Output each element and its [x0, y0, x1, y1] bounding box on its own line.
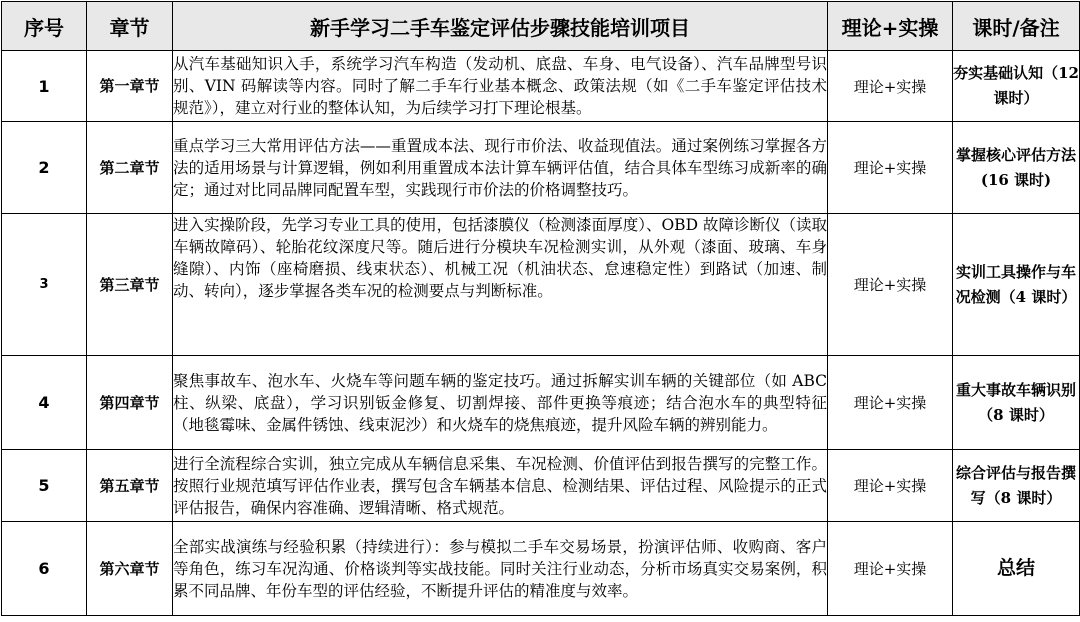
row-note: 总结 — [953, 522, 1080, 616]
row-note: 综合评估与报告撰写（8 课时） — [953, 450, 1080, 522]
row-content: 进行全流程综合实训，独立完成从车辆信息采集、车况检测、价值评估到报告撰写的完整工作。按照行业规范填写评估作业表，撰写包含车辆基本信息、检测结果、评估过程、风险提示的正式评估报告，确保内容准确、逻辑清晰、格式规范。 — [173, 450, 828, 522]
row-mode: 理论+实操 — [828, 51, 953, 122]
row-chapter: 第四章节 — [87, 356, 173, 450]
row-mode: 理论+实操 — [828, 522, 953, 616]
header-chapter: 章节 — [87, 2, 173, 51]
table-row — [2, 122, 1080, 214]
training-course-table — [1, 1, 1080, 616]
header-no: 序号 — [2, 2, 87, 51]
table-row — [2, 522, 1080, 616]
row-content: 聚焦事故车、泡水车、火烧车等问题车辆的鉴定技巧。通过拆解实训车辆的关键部位（如 ABC 柱、纵梁、底盘），学习识别钣金修复、切割焊接、部件更换等痕迹；结合泡水车的典型特征（地毯霉味、金属件锈蚀、线束泥沙）和火烧车的烧焦痕迹，提升风险车辆的辨别能力。 — [173, 356, 828, 450]
row-chapter: 第五章节 — [87, 450, 173, 522]
row-number: 1 — [2, 51, 87, 122]
row-number: 6 — [2, 522, 87, 616]
row-chapter: 第六章节 — [87, 522, 173, 616]
row-number: 5 — [2, 450, 87, 522]
row-content: 从汽车基础知识入手，系统学习汽车构造（发动机、底盘、车身、电气设备）、汽车品牌型号识别、VIN 码解读等内容。同时了解二手车行业基本概念、政策法规（如《二手车鉴定评估技术规范》），建立对行业的整体认知，为后续学习打下理论根基。 — [173, 51, 828, 122]
row-mode: 理论+实操 — [828, 122, 953, 214]
row-mode: 理论+实操 — [828, 214, 953, 356]
row-number: 3 — [2, 214, 87, 356]
row-content: 重点学习三大常用评估方法——重置成本法、现行市价法、收益现值法。通过案例练习掌握各方法的适用场景与计算逻辑，例如利用重置成本法计算车辆评估值，结合具体车型练习成新率的确定；通过对比同品牌同配置车型，实践现行市价法的价格调整技巧。 — [173, 122, 828, 214]
row-chapter: 第一章节 — [87, 51, 173, 122]
header-mode: 理论+实操 — [828, 2, 953, 51]
header-hours: 课时/备注 — [953, 2, 1080, 51]
row-number: 2 — [2, 122, 87, 214]
row-number: 4 — [2, 356, 87, 450]
row-note: 掌握核心评估方法(16 课时) — [953, 122, 1080, 214]
table-row — [2, 214, 1080, 356]
row-note: 实训工具操作与车况检测（4 课时） — [953, 214, 1080, 356]
table-row — [2, 356, 1080, 450]
table-header-row — [2, 2, 1080, 51]
table-row — [2, 450, 1080, 522]
row-chapter: 第三章节 — [87, 214, 173, 356]
table-row — [2, 51, 1080, 122]
row-note: 重大事故车辆识别（8 课时） — [953, 356, 1080, 450]
header-title: 新手学习二手车鉴定评估步骤技能培训项目 — [173, 2, 828, 51]
row-content: 进入实操阶段，先学习专业工具的使用，包括漆膜仪（检测漆面厚度）、OBD 故障诊断仪（读取车辆故障码）、轮胎花纹深度尺等。随后进行分模块车况检测实训，从外观（漆面、玻璃、车身缝隙）、内饰（座椅磨损、线束状态）、机械工况（机油状态、怠速稳定性）到路试（加速、制动、转向），逐步掌握各类车况的检测要点与判断标准。 — [173, 214, 828, 356]
row-chapter: 第二章节 — [87, 122, 173, 214]
row-content: 全部实战演练与经验积累（持续进行）：参与模拟二手车交易场景，扮演评估师、收购商、客户等角色，练习车况沟通、价格谈判等实战技能。同时关注行业动态，分析市场真实交易案例，积累不同品牌、年份车型的评估经验，不断提升评估的精准度与效率。 — [173, 522, 828, 616]
row-mode: 理论+实操 — [828, 356, 953, 450]
row-note: 夯实基础认知（12 课时） — [953, 51, 1080, 122]
row-mode: 理论+实操 — [828, 450, 953, 522]
